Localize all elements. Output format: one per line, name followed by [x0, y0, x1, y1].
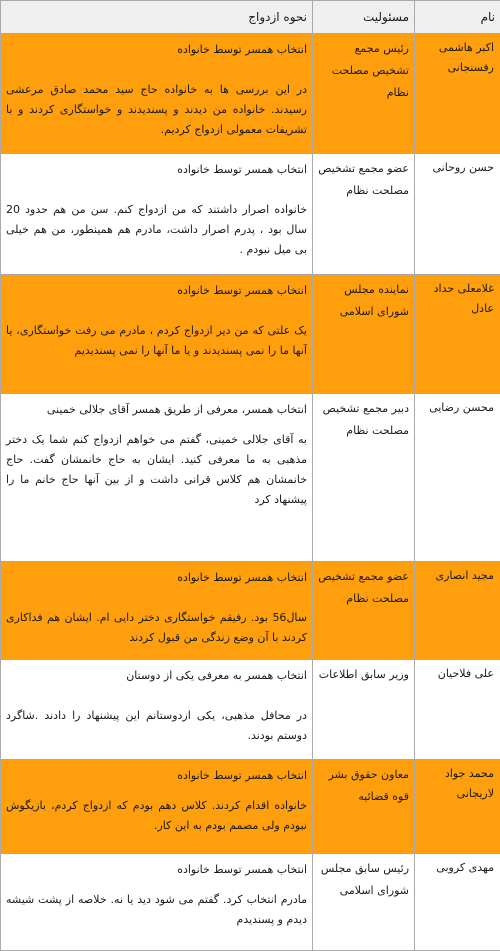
person-responsibility: نماینده مجلس شورای اسلامی: [313, 275, 415, 394]
marriage-choice: انتخاب همسر توسط خانواده: [6, 40, 307, 60]
marriage-choice: انتخاب همسر توسط خانواده: [6, 281, 307, 301]
marriage-cell: [1, 760, 313, 854]
person-responsibility: معاون حقوق بشر قوه قضائیه: [313, 760, 415, 854]
table-row: [1, 854, 500, 951]
marriage-choice: انتخاب همسر به معرفی یکی از دوستان: [6, 666, 307, 686]
marriage-cell: [1, 154, 313, 275]
table-row: [1, 34, 500, 154]
person-responsibility: دبیر مجمع تشخیص مصلحت نظام: [313, 394, 415, 562]
header-marriage: نحوه ازدواج: [1, 1, 313, 34]
person-responsibility: وزیر سابق اطلاعات: [313, 660, 415, 760]
marriage-description: در این بررسی ها به خانواده حاج سید محمد صادق مرعشی رسیدند. خانواده من دیدند و پسندیدند و خواستگاری کردند و با تشریفات معمولی ازدواج کردیم.: [6, 80, 307, 140]
marriage-description: به آقای جلالی خمینی، گفتم می خواهم ازدواج کنم شما یک دختر مذهبی به ما معرفی کنید. ایشان به حاج خانمشان گفت. حاج خانمشان هم کلاس قرانی داشت و از بین آنها حاج خانم ما را پیشنهاد کرد: [6, 430, 307, 510]
marriage-choice: انتخاب همسر توسط خانواده: [6, 568, 307, 588]
person-name: مجید انصاری: [415, 562, 500, 660]
marriage-description: سال56 بود. رفیقم خواستگاری دختر دایی ام. ایشان هم فداکاری کردند با آن وضع زندگی من قبول کردند: [6, 608, 307, 648]
person-responsibility: رئیس مجمع تشخیص مصلحت نظام: [313, 34, 415, 154]
marriage-cell: [1, 854, 313, 951]
marriage-description: مادرم انتخاب کرد. گفتم می شود دید یا نه. خلاصه از پشت شیشه دیدم و پسندیدم: [6, 890, 307, 930]
marriage-choice: انتخاب همسر توسط خانواده: [6, 160, 307, 180]
header-name: نام: [415, 1, 500, 34]
person-responsibility: عضو مجمع تشخیص مصلحت نظام: [313, 562, 415, 660]
table-row: [1, 275, 500, 394]
person-responsibility: رئیس سابق مجلس شورای اسلامی: [313, 854, 415, 951]
marriage-description: خانواده اقدام کردند. کلاس دهم بودم که ازدواج کردم، بازیگوش نبودم ولی مصمم بودم به این کار.: [6, 796, 307, 836]
marriage-cell: [1, 394, 313, 562]
marriage-choice: انتخاب همسر توسط خانواده: [6, 860, 307, 880]
marriage-description: خانواده اصرار داشتند که من ازدواج کنم. سن من هم حدود 20 سال بود ، پدرم اصرار داشت، مادرم هم همینطور، من هم خیلی بی میل نبودم .: [6, 200, 307, 260]
person-name: غلامعلی حداد عادل: [415, 275, 500, 394]
person-name: علی فلاحیان: [415, 660, 500, 760]
person-responsibility: عضو مجمع تشخیص مصلحت نظام: [313, 154, 415, 275]
table-row: [1, 660, 500, 760]
marriage-cell: [1, 562, 313, 660]
person-name: محسن رضایی: [415, 394, 500, 562]
table-row: [1, 154, 500, 275]
marriage-choice: انتخاب همسر توسط خانواده: [6, 766, 307, 786]
marriage-cell: [1, 660, 313, 760]
marriage-cell: [1, 275, 313, 394]
marriage-description: در محافل مذهبی، یکی ازدوستانم این پیشنهاد را دادند .شاگرد دوستم بودند.: [6, 706, 307, 746]
table-row: [1, 394, 500, 562]
marriage-cell: [1, 34, 313, 154]
marriage-choice: انتخاب همسر، معرفی از طریق همسر آقای جلالی خمینی: [6, 400, 307, 420]
marriage-description: یک علتی که من دیر ازدواج کردم ، مادرم می رفت خواستگاری، یا آنها ما را نمی پسندیدند و یا ما آنها را نمی پسندیدیم: [6, 321, 307, 361]
header-responsibility: مسئولیت: [313, 1, 415, 34]
person-name: اکبر هاشمی رفسنجانی: [415, 34, 500, 154]
table-row: [1, 562, 500, 660]
person-name: مهدی کروبی: [415, 854, 500, 951]
person-name: حسن روحانی: [415, 154, 500, 275]
table-row: [1, 760, 500, 854]
person-name: محمد جواد لاریجانی: [415, 760, 500, 854]
header-row: [1, 1, 500, 34]
